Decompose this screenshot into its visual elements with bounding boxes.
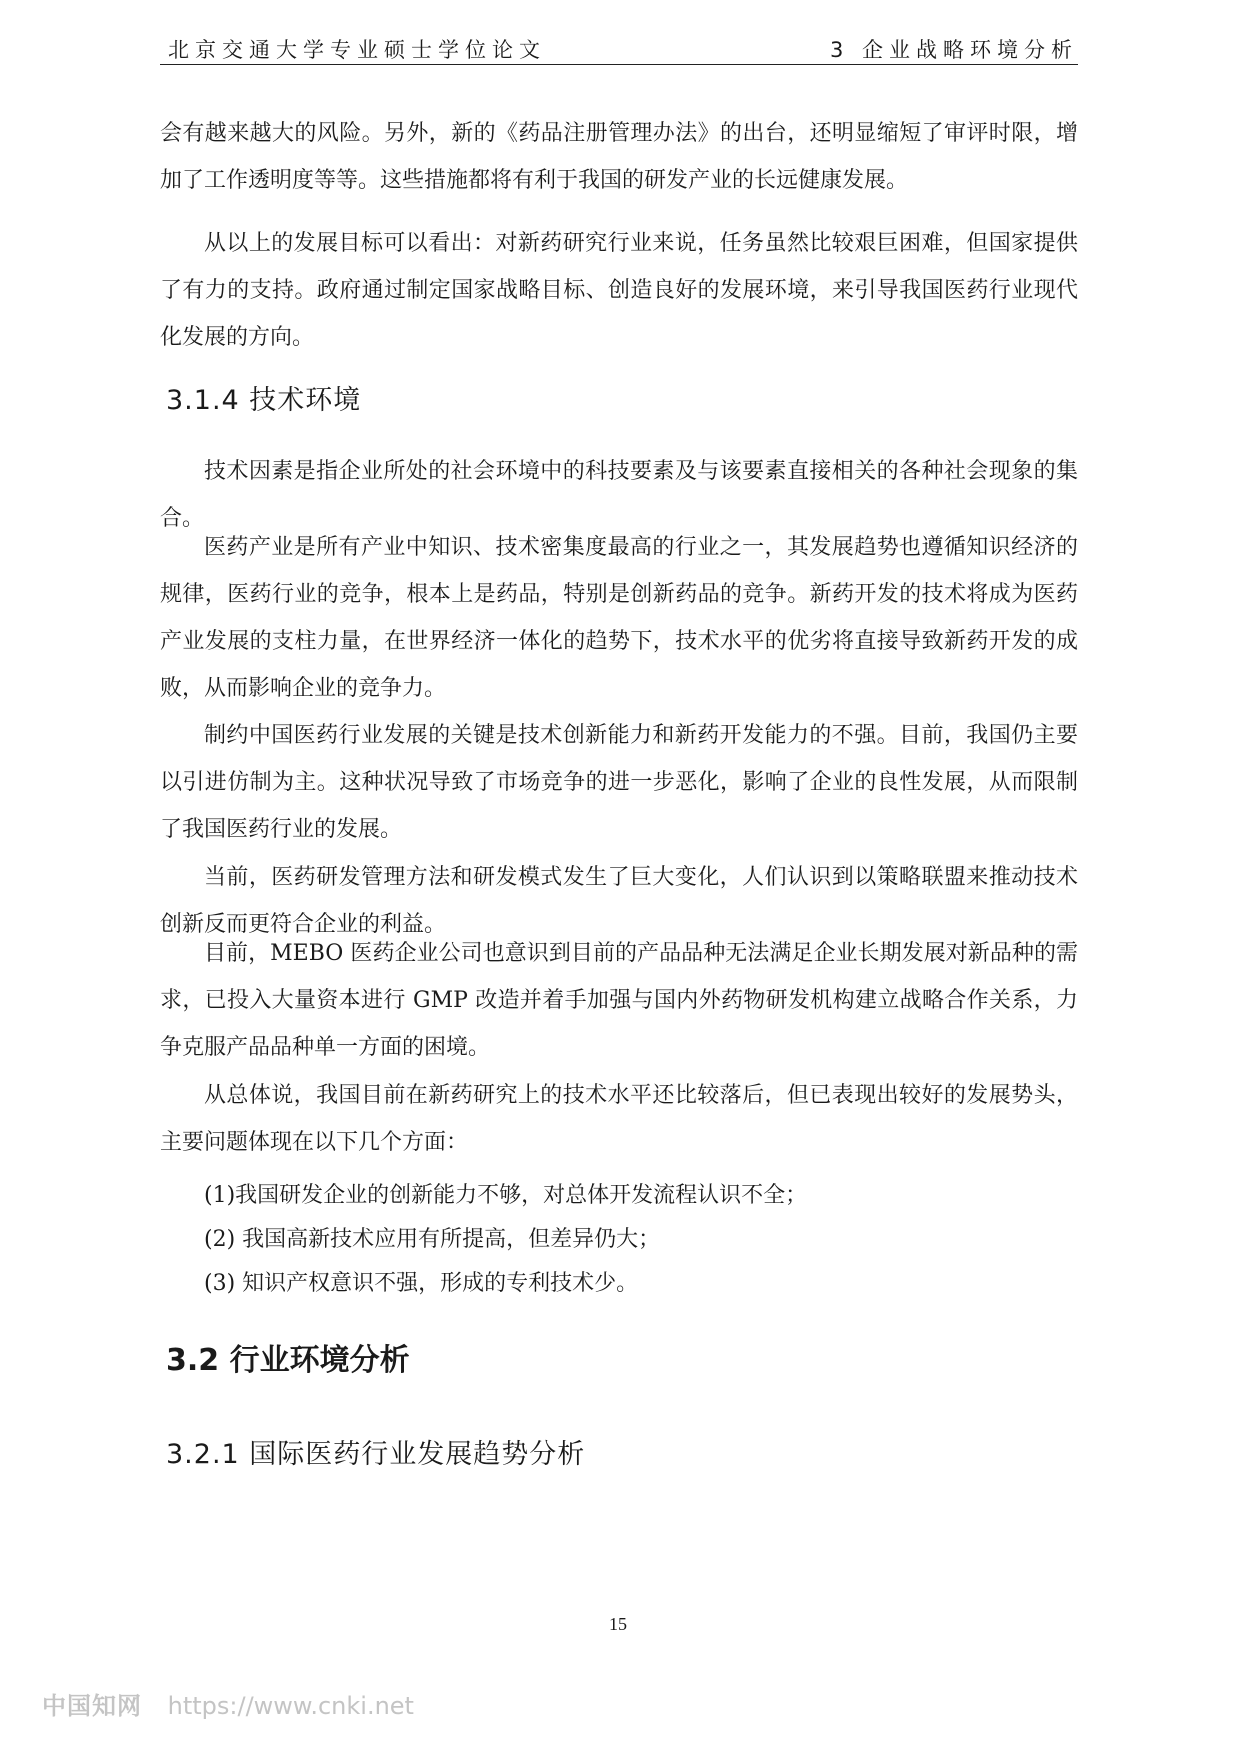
watermark-brand: 中国知网 [42,1692,142,1720]
paragraph-rd-management: 当前，医药研发管理方法和研发模式发生了巨大变化，人们认识到以策略联盟来推动技术创新反而更符合企业的利益。 [160,865,1078,937]
paragraph-development-goals: 从以上的发展目标可以看出：对新药研究行业来说，任务虽然比较艰巨困难，但国家提供了有力的支持。政府通过制定国家战略目标、创造良好的发展环境，来引导我国医药行业现代化发展的方向。 [160,231,1078,350]
section-heading-3-2: 3.2 行业环境分析 [166,1343,410,1378]
list-item: (1)我国研发企业的创新能力不够，对总体开发流程认识不全； [204,1183,808,1208]
paragraph-pharma-industry: 医药产业是所有产业中知识、技术密集度最高的行业之一，其发展趋势也遵循知识经济的规律，医药行业的竞争，根本上是药品，特别是创新药品的竞争。新药开发的技术将成为医药产业发展的支柱力量，在世界经济一体化的趋势下，技术水平的优劣将直接导致新药开发的成败，从而影响企业的竞争力。 [160,535,1078,701]
list-item: (3) 知识产权意识不强，形成的专利技术少。 [204,1271,639,1296]
section-heading-3-1-4: 3.1.4 技术环境 [166,385,362,416]
page-number: 15 [609,1614,627,1634]
cnki-watermark [42,1686,414,1721]
paragraph-mebo: 目前，MEBO 医药企业公司也意识到目前的产品品种无法满足企业长期发展对新品种的需求，已投入大量资本进行 GMP 改造并着手加强与国内外药物研发机构建立战略合作关系，力争克服产品品种单一方面的困境。 [160,941,1078,1060]
paragraph-continued: 会有越来越大的风险。另外，新的《药品注册管理办法》的出台，还明显缩短了审评时限，增加了工作透明度等等。这些措施都将有利于我国的研发产业的长远健康发展。 [160,121,1078,193]
header-thesis-title: 北京交通大学专业硕士学位论文 [168,38,546,62]
header-chapter-title: 3 企业战略环境分析 [829,38,1078,62]
watermark-url: https://www.cnki.net [167,1692,414,1720]
list-item: (2) 我国高新技术应用有所提高，但差异仍大； [204,1227,661,1252]
paragraph-tech-factors: 技术因素是指企业所处的社会环境中的科技要素及与该要素直接相关的各种社会现象的集合。 [160,459,1078,531]
paragraph-constraints: 制约中国医药行业发展的关键是技术创新能力和新药开发能力的不强。目前，我国仍主要以引进仿制为主。这种状况导致了市场竞争的进一步恶化，影响了企业的良性发展，从而限制了我国医药行业的发展。 [160,723,1078,842]
running-header [160,30,1078,65]
paragraph-overall: 从总体说，我国目前在新药研究上的技术水平还比较落后，但已表现出较好的发展势头，主要问题体现在以下几个方面： [160,1083,1078,1155]
section-heading-3-2-1: 3.2.1 国际医药行业发展趋势分析 [166,1439,586,1470]
